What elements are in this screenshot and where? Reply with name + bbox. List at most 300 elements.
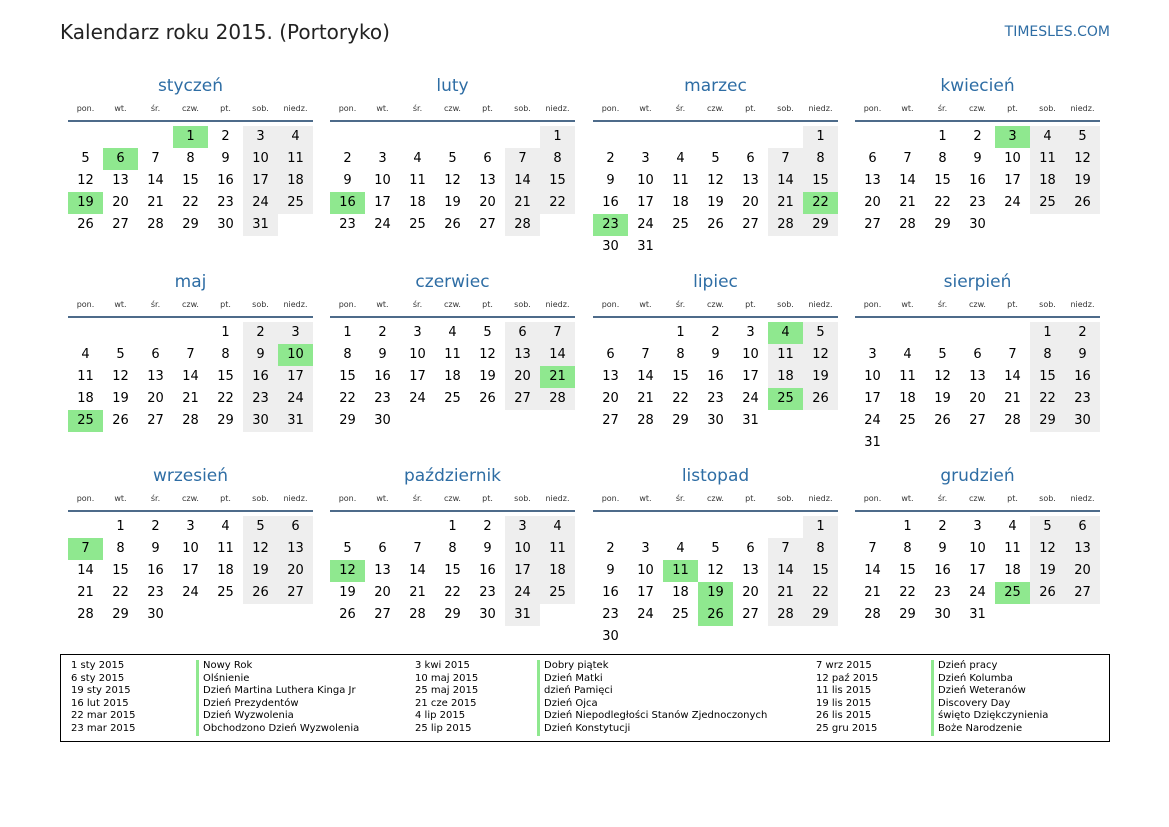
month-1 xyxy=(68,74,313,236)
day-cell: 19 xyxy=(339,585,356,600)
day-cell: 25 xyxy=(409,217,426,232)
weekday-label: sob. xyxy=(252,104,269,113)
weekday-label: niedz. xyxy=(283,300,308,309)
weekday-label: pt. xyxy=(482,494,493,503)
holiday-date: 19 lis 2015 xyxy=(816,697,872,709)
weekday-label: wt. xyxy=(639,300,652,309)
holiday-name: Dzień Weteranów xyxy=(931,685,1048,698)
day-cell: 11 xyxy=(217,541,234,556)
weekday-header xyxy=(593,98,838,122)
weekday-label: śr. xyxy=(675,104,686,113)
day-grid xyxy=(593,322,838,432)
day-cell: 10 xyxy=(1004,151,1021,166)
day-cell: 2 xyxy=(938,519,947,534)
day-cell: 5 xyxy=(343,541,352,556)
month-5 xyxy=(68,270,313,432)
day-cell: 17 xyxy=(374,195,391,210)
weekday-label: niedz. xyxy=(1070,494,1095,503)
day-cell: 24 xyxy=(864,413,881,428)
day-cell: 8 xyxy=(116,541,125,556)
day-cell: 16 xyxy=(374,369,391,384)
day-cell: 15 xyxy=(803,560,838,582)
day-cell: 11 xyxy=(409,173,426,188)
day-cell: 5 xyxy=(1030,516,1065,538)
day-cell: 23 xyxy=(479,585,496,600)
day-cell: 20 xyxy=(278,560,313,582)
empty-cell xyxy=(890,322,925,344)
day-cell: 9 xyxy=(1065,344,1100,366)
empty-cell xyxy=(628,126,663,148)
holiday-date: 19 sty 2015 xyxy=(71,685,131,697)
empty-cell xyxy=(173,322,208,344)
day-cell: 16 xyxy=(707,369,724,384)
day-cell: 14 xyxy=(637,369,654,384)
day-cell: 3 xyxy=(641,151,650,166)
day-cell: 19 xyxy=(803,366,838,388)
day-cell: 30 xyxy=(479,607,496,622)
day-cell: 4 xyxy=(221,519,230,534)
day-cell: 17 xyxy=(742,369,759,384)
day-cell: 24 xyxy=(182,585,199,600)
day-cell: 27 xyxy=(147,413,164,428)
weekday-label: wt. xyxy=(901,104,914,113)
day-cell: 14 xyxy=(409,563,426,578)
day-cell: 29 xyxy=(112,607,129,622)
day-cell: 31 xyxy=(969,607,986,622)
day-cell: 15 xyxy=(540,170,575,192)
day-cell: 14 xyxy=(899,173,916,188)
day-cell: 18 xyxy=(672,195,689,210)
day-cell: 19 xyxy=(707,195,724,210)
empty-cell xyxy=(733,516,768,538)
day-grid xyxy=(330,322,575,432)
month-name: kwiecień xyxy=(940,76,1015,96)
holiday-date: 26 lis 2015 xyxy=(816,710,872,722)
day-cell: 23 xyxy=(602,607,619,622)
day-cell: 13 xyxy=(147,369,164,384)
day-cell: 7 xyxy=(540,322,575,344)
day-cell: 20 xyxy=(969,391,986,406)
day-cell: 29 xyxy=(182,217,199,232)
day-cell: 17 xyxy=(505,560,540,582)
empty-cell xyxy=(855,126,890,148)
holiday-day: 25 xyxy=(68,410,103,432)
holiday-day: 25 xyxy=(768,388,803,410)
day-cell: 10 xyxy=(409,347,426,362)
month-name: lipiec xyxy=(693,272,738,292)
day-cell: 21 xyxy=(505,192,540,214)
day-cell: 21 xyxy=(147,195,164,210)
day-grid xyxy=(330,516,575,626)
day-cell: 21 xyxy=(899,195,916,210)
day-cell: 23 xyxy=(374,391,391,406)
day-cell: 13 xyxy=(505,344,540,366)
day-cell: 20 xyxy=(864,195,881,210)
day-cell: 11 xyxy=(672,173,689,188)
day-cell: 20 xyxy=(374,585,391,600)
day-cell: 11 xyxy=(768,344,803,366)
day-cell: 16 xyxy=(1065,366,1100,388)
day-cell: 6 xyxy=(606,347,615,362)
day-cell: 20 xyxy=(1065,560,1100,582)
month-name: maj xyxy=(174,272,207,292)
holiday-day: 10 xyxy=(278,344,313,366)
holiday-name: Nowy Rok xyxy=(196,660,359,673)
day-cell: 8 xyxy=(186,151,195,166)
empty-cell xyxy=(400,126,435,148)
empty-cell xyxy=(768,516,803,538)
day-cell: 22 xyxy=(1030,388,1065,410)
holiday-name: Dzień Matki xyxy=(537,673,767,686)
day-cell: 12 xyxy=(707,173,724,188)
empty-cell xyxy=(330,126,365,148)
day-cell: 31 xyxy=(505,604,540,626)
day-cell: 6 xyxy=(746,541,755,556)
empty-cell xyxy=(768,126,803,148)
holiday-dates xyxy=(415,660,478,736)
holiday-name: Dzień Prezydentów xyxy=(196,698,359,711)
day-cell: 14 xyxy=(147,173,164,188)
holiday-day: 16 xyxy=(330,192,365,214)
day-cell: 13 xyxy=(1065,538,1100,560)
empty-cell xyxy=(733,126,768,148)
weekday-label: niedz. xyxy=(1070,300,1095,309)
day-cell: 5 xyxy=(711,541,720,556)
weekday-label: pon. xyxy=(601,104,620,113)
weekday-label: pon. xyxy=(601,494,620,503)
day-cell: 3 xyxy=(278,322,313,344)
empty-cell xyxy=(925,322,960,344)
month-3 xyxy=(593,74,838,258)
day-cell: 9 xyxy=(221,151,230,166)
month-9 xyxy=(68,464,313,626)
day-cell: 4 xyxy=(278,126,313,148)
weekday-label: pon. xyxy=(76,300,95,309)
empty-cell xyxy=(698,516,733,538)
weekday-label: sob. xyxy=(252,300,269,309)
day-cell: 19 xyxy=(479,369,496,384)
holiday-date: 1 sty 2015 xyxy=(71,660,125,671)
day-cell: 26 xyxy=(1065,192,1100,214)
weekday-label: pt. xyxy=(745,300,756,309)
day-cell: 27 xyxy=(969,413,986,428)
day-cell: 27 xyxy=(112,217,129,232)
day-cell: 22 xyxy=(112,585,129,600)
day-cell: 1 xyxy=(1030,322,1065,344)
weekday-label: niedz. xyxy=(545,494,570,503)
weekday-label: wt. xyxy=(376,494,389,503)
empty-cell xyxy=(628,516,663,538)
empty-cell xyxy=(663,516,698,538)
day-cell: 15 xyxy=(1030,366,1065,388)
day-cell: 9 xyxy=(151,541,160,556)
day-cell: 24 xyxy=(243,192,278,214)
holiday-date: 3 kwi 2015 xyxy=(415,660,470,671)
weekday-label: wt. xyxy=(901,300,914,309)
weekday-label: sob. xyxy=(1039,494,1056,503)
empty-cell xyxy=(593,322,628,344)
weekday-label: wt. xyxy=(376,104,389,113)
weekday-label: niedz. xyxy=(283,104,308,113)
day-cell: 4 xyxy=(1008,519,1017,534)
day-cell: 16 xyxy=(602,195,619,210)
month-name: wrzesień xyxy=(152,466,229,486)
day-cell: 17 xyxy=(409,369,426,384)
empty-cell xyxy=(890,126,925,148)
empty-cell xyxy=(663,126,698,148)
day-cell: 15 xyxy=(182,173,199,188)
empty-cell xyxy=(68,516,103,538)
weekday-header xyxy=(855,488,1100,512)
weekday-label: wt. xyxy=(114,300,127,309)
day-cell: 15 xyxy=(217,369,234,384)
month-4 xyxy=(855,74,1100,236)
weekday-label: śr. xyxy=(937,104,948,113)
day-cell: 25 xyxy=(278,192,313,214)
holiday-dates xyxy=(71,660,136,736)
empty-cell xyxy=(103,126,138,148)
holiday-date: 6 sty 2015 xyxy=(71,672,125,684)
day-cell: 12 xyxy=(1030,538,1065,560)
day-cell: 29 xyxy=(803,604,838,626)
holiday-name: Boże Narodzenie xyxy=(931,723,1048,736)
day-cell: 1 xyxy=(803,516,838,538)
day-cell: 12 xyxy=(1065,148,1100,170)
day-cell: 22 xyxy=(217,391,234,406)
day-cell: 16 xyxy=(479,563,496,578)
holiday-date: 10 maj 2015 xyxy=(415,672,479,684)
day-cell: 31 xyxy=(243,214,278,236)
weekday-label: pt. xyxy=(220,494,231,503)
month-10 xyxy=(330,464,575,626)
day-cell: 5 xyxy=(116,347,125,362)
day-cell: 6 xyxy=(505,322,540,344)
day-cell: 10 xyxy=(969,541,986,556)
day-cell: 6 xyxy=(746,151,755,166)
holiday-name: Dzień pracy xyxy=(931,660,1048,673)
holiday-name: Dzień Martina Luthera Kinga Jr xyxy=(196,685,359,698)
weekday-label: czw. xyxy=(444,494,461,503)
holiday-day: 12 xyxy=(330,560,365,582)
day-cell: 25 xyxy=(540,582,575,604)
day-cell: 22 xyxy=(540,192,575,214)
weekday-label: śr. xyxy=(150,300,161,309)
holiday-day: 23 xyxy=(593,214,628,236)
weekday-label: pon. xyxy=(338,494,357,503)
weekday-label: pt. xyxy=(1007,494,1018,503)
holiday-day: 19 xyxy=(68,192,103,214)
holiday-dates xyxy=(816,660,878,736)
day-cell: 4 xyxy=(413,151,422,166)
day-cell: 20 xyxy=(479,195,496,210)
day-cell: 15 xyxy=(934,173,951,188)
day-cell: 23 xyxy=(934,585,951,600)
day-cell: 10 xyxy=(742,347,759,362)
day-cell: 23 xyxy=(1065,388,1100,410)
day-grid xyxy=(68,126,313,236)
day-cell: 14 xyxy=(1004,369,1021,384)
holiday-list xyxy=(60,654,1110,742)
day-cell: 8 xyxy=(676,347,685,362)
weekday-header xyxy=(330,98,575,122)
day-cell: 18 xyxy=(768,366,803,388)
day-cell: 22 xyxy=(182,195,199,210)
site-link[interactable]: TIMESLES.COM xyxy=(1004,24,1110,40)
day-cell: 18 xyxy=(77,391,94,406)
weekday-label: pon. xyxy=(338,104,357,113)
day-cell: 29 xyxy=(934,217,951,232)
day-cell: 2 xyxy=(606,541,615,556)
day-cell: 18 xyxy=(540,560,575,582)
weekday-label: pt. xyxy=(220,300,231,309)
day-cell: 3 xyxy=(378,151,387,166)
day-cell: 3 xyxy=(973,519,982,534)
day-cell: 12 xyxy=(934,369,951,384)
day-cell: 8 xyxy=(221,347,230,362)
day-cell: 21 xyxy=(1004,391,1021,406)
day-cell: 16 xyxy=(969,173,986,188)
holiday-name: Olśnienie xyxy=(196,673,359,686)
day-cell: 30 xyxy=(602,239,619,254)
day-cell: 19 xyxy=(243,560,278,582)
day-cell: 25 xyxy=(672,217,689,232)
day-cell: 13 xyxy=(742,563,759,578)
day-cell: 24 xyxy=(742,391,759,406)
day-cell: 23 xyxy=(147,585,164,600)
weekday-label: sob. xyxy=(1039,300,1056,309)
day-cell: 23 xyxy=(969,195,986,210)
day-cell: 3 xyxy=(505,516,540,538)
empty-cell xyxy=(435,126,470,148)
weekday-header xyxy=(330,294,575,318)
day-cell: 9 xyxy=(483,541,492,556)
month-name: marzec xyxy=(684,76,747,96)
day-grid xyxy=(855,126,1100,236)
day-cell: 21 xyxy=(768,582,803,604)
weekday-header xyxy=(68,488,313,512)
day-cell: 28 xyxy=(540,388,575,410)
holiday-date: 23 mar 2015 xyxy=(71,722,136,734)
day-cell: 13 xyxy=(602,369,619,384)
day-cell: 4 xyxy=(1030,126,1065,148)
day-cell: 15 xyxy=(444,563,461,578)
day-cell: 2 xyxy=(606,151,615,166)
day-cell: 26 xyxy=(77,217,94,232)
day-cell: 13 xyxy=(742,173,759,188)
day-cell: 19 xyxy=(1030,560,1065,582)
day-cell: 2 xyxy=(343,151,352,166)
day-cell: 20 xyxy=(112,195,129,210)
weekday-label: niedz. xyxy=(808,104,833,113)
weekday-label: pon. xyxy=(76,104,95,113)
weekday-label: wt. xyxy=(376,300,389,309)
weekday-label: sob. xyxy=(514,104,531,113)
day-cell: 1 xyxy=(938,129,947,144)
day-cell: 30 xyxy=(374,413,391,428)
day-cell: 15 xyxy=(112,563,129,578)
day-cell: 13 xyxy=(374,563,391,578)
day-cell: 24 xyxy=(637,217,654,232)
day-cell: 12 xyxy=(479,347,496,362)
day-cell: 7 xyxy=(768,148,803,170)
holiday-day: 21 xyxy=(540,366,575,388)
month-8 xyxy=(855,270,1100,454)
day-cell: 13 xyxy=(864,173,881,188)
month-2 xyxy=(330,74,575,236)
day-cell: 16 xyxy=(243,366,278,388)
day-cell: 14 xyxy=(77,563,94,578)
day-cell: 22 xyxy=(934,195,951,210)
holiday-day: 3 xyxy=(995,126,1030,148)
day-cell: 21 xyxy=(768,192,803,214)
holiday-date: 7 wrz 2015 xyxy=(816,660,872,671)
day-cell: 26 xyxy=(479,391,496,406)
empty-cell xyxy=(593,516,628,538)
day-cell: 12 xyxy=(803,344,838,366)
empty-cell xyxy=(855,516,890,538)
day-cell: 12 xyxy=(444,173,461,188)
holiday-name: Obchodzono Dzień Wyzwolenia xyxy=(196,723,359,736)
weekday-label: czw. xyxy=(969,104,986,113)
day-cell: 9 xyxy=(711,347,720,362)
day-cell: 31 xyxy=(637,239,654,254)
day-cell: 8 xyxy=(448,541,457,556)
holiday-date: 25 gru 2015 xyxy=(816,722,878,734)
day-cell: 28 xyxy=(77,607,94,622)
day-cell: 15 xyxy=(672,369,689,384)
weekday-label: śr. xyxy=(937,494,948,503)
month-name: czerwiec xyxy=(415,272,490,292)
holiday-day: 6 xyxy=(103,148,138,170)
day-cell: 17 xyxy=(637,195,654,210)
empty-cell xyxy=(593,126,628,148)
empty-cell xyxy=(138,322,173,344)
month-name: styczeń xyxy=(157,76,224,96)
day-cell: 27 xyxy=(505,388,540,410)
day-cell: 12 xyxy=(112,369,129,384)
day-cell: 8 xyxy=(343,347,352,362)
day-cell: 29 xyxy=(339,413,356,428)
weekday-label: niedz. xyxy=(808,494,833,503)
day-cell: 21 xyxy=(864,585,881,600)
day-cell: 6 xyxy=(483,151,492,166)
day-cell: 31 xyxy=(864,435,881,450)
weekday-label: czw. xyxy=(182,494,199,503)
day-cell: 8 xyxy=(903,541,912,556)
day-cell: 7 xyxy=(868,541,877,556)
month-name: październik xyxy=(403,466,502,486)
weekday-label: czw. xyxy=(444,300,461,309)
empty-cell xyxy=(960,322,995,344)
weekday-header xyxy=(68,294,313,318)
weekday-label: czw. xyxy=(707,104,724,113)
day-cell: 14 xyxy=(505,170,540,192)
day-cell: 10 xyxy=(637,173,654,188)
holiday-date: 11 lis 2015 xyxy=(816,685,872,697)
day-cell: 24 xyxy=(409,391,426,406)
month-name: luty xyxy=(436,76,469,96)
day-cell: 11 xyxy=(77,369,94,384)
weekday-label: wt. xyxy=(639,494,652,503)
empty-cell xyxy=(505,126,540,148)
day-cell: 27 xyxy=(479,217,496,232)
day-cell: 1 xyxy=(116,519,125,534)
holiday-day: 11 xyxy=(663,560,698,582)
day-cell: 6 xyxy=(1065,516,1100,538)
month-name: grudzień xyxy=(940,466,1015,486)
day-cell: 29 xyxy=(444,607,461,622)
day-cell: 1 xyxy=(903,519,912,534)
